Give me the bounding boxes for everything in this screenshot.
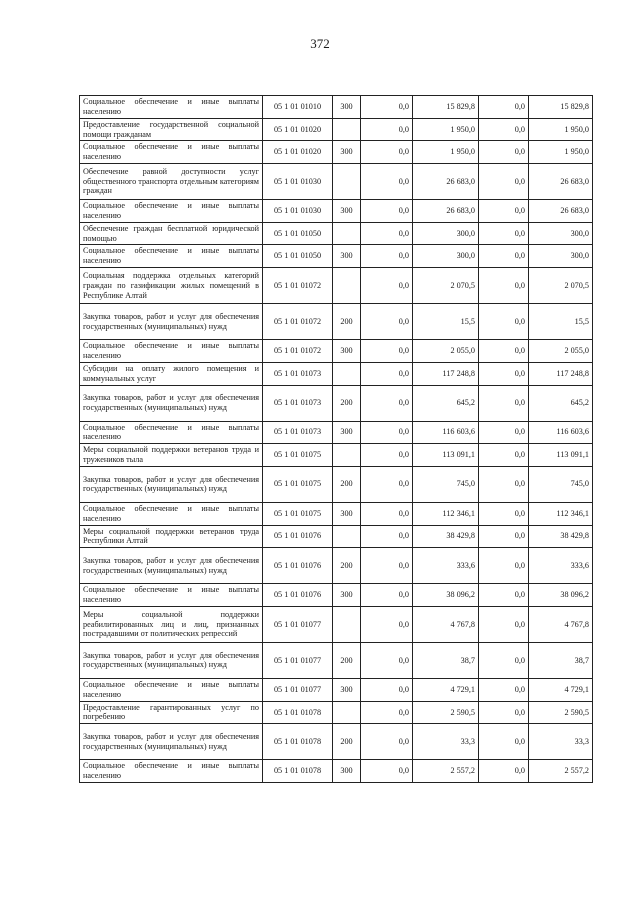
row-value-1-cell: 0,0 bbox=[361, 642, 413, 678]
row-name-cell: Социальное обеспечение и иные выплаты населению bbox=[80, 421, 263, 444]
row-name-cell: Закупка товаров, работ и услуг для обеспечения государственных (муниципальных) нужд bbox=[80, 642, 263, 678]
row-value-1-cell: 0,0 bbox=[361, 525, 413, 548]
row-value-3-cell: 0,0 bbox=[479, 362, 529, 385]
row-value-2-cell: 38 096,2 bbox=[413, 584, 479, 607]
row-value-2-cell: 2 557,2 bbox=[413, 760, 479, 783]
row-value-3-cell: 0,0 bbox=[479, 444, 529, 467]
row-value-1-cell: 0,0 bbox=[361, 548, 413, 584]
row-value-2-cell: 1 950,0 bbox=[413, 118, 479, 141]
row-name-cell: Социальное обеспечение и иные выплаты населению bbox=[80, 760, 263, 783]
row-value-4-cell: 38 429,8 bbox=[529, 525, 593, 548]
row-value-4-cell: 116 603,6 bbox=[529, 421, 593, 444]
row-expense-type-cell: 300 bbox=[333, 245, 361, 268]
row-value-2-cell: 117 248,8 bbox=[413, 362, 479, 385]
row-expense-type-cell bbox=[333, 525, 361, 548]
row-value-4-cell: 33,3 bbox=[529, 724, 593, 760]
row-expense-type-cell bbox=[333, 222, 361, 245]
row-value-1-cell: 0,0 bbox=[361, 606, 413, 642]
row-value-4-cell: 2 557,2 bbox=[529, 760, 593, 783]
row-value-1-cell: 0,0 bbox=[361, 502, 413, 525]
table-row bbox=[80, 444, 593, 467]
table-row bbox=[80, 268, 593, 304]
row-name-cell: Обеспечение граждан бесплатной юридической помощью bbox=[80, 222, 263, 245]
row-value-2-cell: 116 603,6 bbox=[413, 421, 479, 444]
row-code-cell: 05 1 01 01050 bbox=[263, 222, 333, 245]
row-code-cell: 05 1 01 01078 bbox=[263, 724, 333, 760]
row-code-cell: 05 1 01 01078 bbox=[263, 760, 333, 783]
row-name-cell: Социальное обеспечение и иные выплаты населению bbox=[80, 584, 263, 607]
row-value-2-cell: 300,0 bbox=[413, 222, 479, 245]
row-code-cell: 05 1 01 01076 bbox=[263, 584, 333, 607]
row-value-2-cell: 1 950,0 bbox=[413, 141, 479, 164]
row-value-2-cell: 2 590,5 bbox=[413, 701, 479, 724]
table-row bbox=[80, 200, 593, 223]
row-value-2-cell: 112 346,1 bbox=[413, 502, 479, 525]
row-value-1-cell: 0,0 bbox=[361, 584, 413, 607]
row-name-cell: Закупка товаров, работ и услуг для обеспечения государственных (муниципальных) нужд bbox=[80, 724, 263, 760]
row-expense-type-cell bbox=[333, 606, 361, 642]
table-row bbox=[80, 701, 593, 724]
row-value-4-cell: 38,7 bbox=[529, 642, 593, 678]
table-row bbox=[80, 141, 593, 164]
row-name-cell: Меры социальной поддержки ветеранов труда и тружеников тыла bbox=[80, 444, 263, 467]
row-value-1-cell: 0,0 bbox=[361, 724, 413, 760]
row-value-4-cell: 1 950,0 bbox=[529, 118, 593, 141]
row-value-3-cell: 0,0 bbox=[479, 701, 529, 724]
row-code-cell: 05 1 01 01030 bbox=[263, 200, 333, 223]
row-value-4-cell: 113 091,1 bbox=[529, 444, 593, 467]
budget-table-body bbox=[80, 96, 593, 783]
row-expense-type-cell: 200 bbox=[333, 548, 361, 584]
row-value-4-cell: 2 055,0 bbox=[529, 340, 593, 363]
row-code-cell: 05 1 01 01072 bbox=[263, 268, 333, 304]
row-code-cell: 05 1 01 01075 bbox=[263, 444, 333, 467]
row-value-4-cell: 4 729,1 bbox=[529, 678, 593, 701]
row-value-3-cell: 0,0 bbox=[479, 584, 529, 607]
row-value-1-cell: 0,0 bbox=[361, 141, 413, 164]
row-value-1-cell: 0,0 bbox=[361, 466, 413, 502]
row-value-1-cell: 0,0 bbox=[361, 118, 413, 141]
table-row bbox=[80, 548, 593, 584]
table-row bbox=[80, 642, 593, 678]
row-code-cell: 05 1 01 01073 bbox=[263, 362, 333, 385]
row-name-cell: Обеспечение равной доступности услуг общественного транспорта отдельным категориям граждан bbox=[80, 164, 263, 200]
row-name-cell: Субсидии на оплату жилого помещения и коммунальных услуг bbox=[80, 362, 263, 385]
row-value-2-cell: 745,0 bbox=[413, 466, 479, 502]
row-value-3-cell: 0,0 bbox=[479, 502, 529, 525]
row-expense-type-cell: 300 bbox=[333, 141, 361, 164]
row-value-1-cell: 0,0 bbox=[361, 222, 413, 245]
row-value-2-cell: 333,6 bbox=[413, 548, 479, 584]
row-value-3-cell: 0,0 bbox=[479, 245, 529, 268]
row-value-1-cell: 0,0 bbox=[361, 268, 413, 304]
table-row bbox=[80, 164, 593, 200]
row-code-cell: 05 1 01 01020 bbox=[263, 141, 333, 164]
row-expense-type-cell bbox=[333, 701, 361, 724]
row-expense-type-cell bbox=[333, 164, 361, 200]
row-value-3-cell: 0,0 bbox=[479, 421, 529, 444]
row-name-cell: Закупка товаров, работ и услуг для обеспечения государственных (муниципальных) нужд bbox=[80, 304, 263, 340]
table-row bbox=[80, 760, 593, 783]
row-name-cell: Меры социальной поддержки реабилитированных лиц и лиц, признанных пострадавшими от политических репрессий bbox=[80, 606, 263, 642]
row-value-1-cell: 0,0 bbox=[361, 444, 413, 467]
row-name-cell: Меры социальной поддержки ветеранов труда Республики Алтай bbox=[80, 525, 263, 548]
row-value-4-cell: 645,2 bbox=[529, 385, 593, 421]
row-expense-type-cell: 200 bbox=[333, 385, 361, 421]
row-expense-type-cell bbox=[333, 444, 361, 467]
row-expense-type-cell: 300 bbox=[333, 96, 361, 119]
row-value-4-cell: 2 590,5 bbox=[529, 701, 593, 724]
row-code-cell: 05 1 01 01076 bbox=[263, 525, 333, 548]
row-code-cell: 05 1 01 01072 bbox=[263, 304, 333, 340]
row-code-cell: 05 1 01 01030 bbox=[263, 164, 333, 200]
row-code-cell: 05 1 01 01077 bbox=[263, 606, 333, 642]
row-value-3-cell: 0,0 bbox=[479, 606, 529, 642]
table-row bbox=[80, 96, 593, 119]
row-name-cell: Предоставление государственной социальной помощи гражданам bbox=[80, 118, 263, 141]
row-expense-type-cell: 200 bbox=[333, 304, 361, 340]
row-value-3-cell: 0,0 bbox=[479, 222, 529, 245]
row-value-1-cell: 0,0 bbox=[361, 385, 413, 421]
row-value-1-cell: 0,0 bbox=[361, 96, 413, 119]
row-value-4-cell: 2 070,5 bbox=[529, 268, 593, 304]
row-value-1-cell: 0,0 bbox=[361, 421, 413, 444]
row-expense-type-cell bbox=[333, 362, 361, 385]
row-value-2-cell: 26 683,0 bbox=[413, 200, 479, 223]
row-expense-type-cell: 200 bbox=[333, 642, 361, 678]
row-code-cell: 05 1 01 01075 bbox=[263, 466, 333, 502]
row-name-cell: Предоставление гарантированных услуг по погребению bbox=[80, 701, 263, 724]
table-row bbox=[80, 222, 593, 245]
row-expense-type-cell: 300 bbox=[333, 584, 361, 607]
row-code-cell: 05 1 01 01072 bbox=[263, 340, 333, 363]
row-value-3-cell: 0,0 bbox=[479, 141, 529, 164]
row-value-4-cell: 26 683,0 bbox=[529, 164, 593, 200]
table-row bbox=[80, 118, 593, 141]
row-value-3-cell: 0,0 bbox=[479, 678, 529, 701]
row-value-3-cell: 0,0 bbox=[479, 118, 529, 141]
row-value-1-cell: 0,0 bbox=[361, 340, 413, 363]
row-value-4-cell: 300,0 bbox=[529, 245, 593, 268]
row-value-3-cell: 0,0 bbox=[479, 466, 529, 502]
row-value-2-cell: 2 070,5 bbox=[413, 268, 479, 304]
row-value-3-cell: 0,0 bbox=[479, 96, 529, 119]
row-value-3-cell: 0,0 bbox=[479, 340, 529, 363]
row-code-cell: 05 1 01 01077 bbox=[263, 642, 333, 678]
table-row bbox=[80, 340, 593, 363]
row-value-2-cell: 113 091,1 bbox=[413, 444, 479, 467]
row-expense-type-cell: 200 bbox=[333, 724, 361, 760]
row-expense-type-cell: 300 bbox=[333, 760, 361, 783]
row-value-2-cell: 38 429,8 bbox=[413, 525, 479, 548]
row-value-4-cell: 38 096,2 bbox=[529, 584, 593, 607]
row-value-4-cell: 4 767,8 bbox=[529, 606, 593, 642]
row-name-cell: Закупка товаров, работ и услуг для обеспечения государственных (муниципальных) нужд bbox=[80, 385, 263, 421]
row-value-3-cell: 0,0 bbox=[479, 525, 529, 548]
row-value-1-cell: 0,0 bbox=[361, 701, 413, 724]
table-row bbox=[80, 385, 593, 421]
row-value-4-cell: 333,6 bbox=[529, 548, 593, 584]
row-value-1-cell: 0,0 bbox=[361, 304, 413, 340]
row-value-3-cell: 0,0 bbox=[479, 385, 529, 421]
row-value-1-cell: 0,0 bbox=[361, 760, 413, 783]
row-value-3-cell: 0,0 bbox=[479, 760, 529, 783]
row-expense-type-cell: 300 bbox=[333, 502, 361, 525]
row-expense-type-cell: 300 bbox=[333, 421, 361, 444]
row-code-cell: 05 1 01 01010 bbox=[263, 96, 333, 119]
table-row bbox=[80, 724, 593, 760]
row-code-cell: 05 1 01 01075 bbox=[263, 502, 333, 525]
row-name-cell: Закупка товаров, работ и услуг для обеспечения государственных (муниципальных) нужд bbox=[80, 548, 263, 584]
row-value-1-cell: 0,0 bbox=[361, 678, 413, 701]
row-value-3-cell: 0,0 bbox=[479, 724, 529, 760]
row-name-cell: Социальное обеспечение и иные выплаты населению bbox=[80, 200, 263, 223]
table-row bbox=[80, 421, 593, 444]
row-value-3-cell: 0,0 bbox=[479, 164, 529, 200]
row-value-2-cell: 33,3 bbox=[413, 724, 479, 760]
row-value-4-cell: 15,5 bbox=[529, 304, 593, 340]
row-name-cell: Социальное обеспечение и иные выплаты населению bbox=[80, 502, 263, 525]
budget-table bbox=[79, 95, 593, 783]
row-name-cell: Социальное обеспечение и иные выплаты населению bbox=[80, 141, 263, 164]
row-value-4-cell: 26 683,0 bbox=[529, 200, 593, 223]
row-value-2-cell: 645,2 bbox=[413, 385, 479, 421]
row-code-cell: 05 1 01 01076 bbox=[263, 548, 333, 584]
row-name-cell: Социальное обеспечение и иные выплаты населению bbox=[80, 340, 263, 363]
row-value-2-cell: 2 055,0 bbox=[413, 340, 479, 363]
row-value-4-cell: 117 248,8 bbox=[529, 362, 593, 385]
row-value-4-cell: 300,0 bbox=[529, 222, 593, 245]
row-value-4-cell: 112 346,1 bbox=[529, 502, 593, 525]
row-expense-type-cell: 200 bbox=[333, 466, 361, 502]
row-expense-type-cell: 300 bbox=[333, 678, 361, 701]
row-code-cell: 05 1 01 01077 bbox=[263, 678, 333, 701]
row-value-2-cell: 15,5 bbox=[413, 304, 479, 340]
row-value-3-cell: 0,0 bbox=[479, 642, 529, 678]
row-value-4-cell: 745,0 bbox=[529, 466, 593, 502]
row-value-3-cell: 0,0 bbox=[479, 200, 529, 223]
row-value-3-cell: 0,0 bbox=[479, 304, 529, 340]
row-value-2-cell: 38,7 bbox=[413, 642, 479, 678]
table-row bbox=[80, 245, 593, 268]
row-expense-type-cell: 300 bbox=[333, 340, 361, 363]
table-row bbox=[80, 525, 593, 548]
row-value-1-cell: 0,0 bbox=[361, 200, 413, 223]
row-code-cell: 05 1 01 01020 bbox=[263, 118, 333, 141]
row-value-1-cell: 0,0 bbox=[361, 245, 413, 268]
row-code-cell: 05 1 01 01073 bbox=[263, 421, 333, 444]
row-value-1-cell: 0,0 bbox=[361, 362, 413, 385]
row-name-cell: Социальная поддержка отдельных категорий граждан по газификации жилых помещений в Республике Алтай bbox=[80, 268, 263, 304]
row-name-cell: Социальное обеспечение и иные выплаты населению bbox=[80, 678, 263, 701]
row-code-cell: 05 1 01 01073 bbox=[263, 385, 333, 421]
row-value-4-cell: 15 829,8 bbox=[529, 96, 593, 119]
row-value-2-cell: 15 829,8 bbox=[413, 96, 479, 119]
table-row bbox=[80, 466, 593, 502]
table-row bbox=[80, 362, 593, 385]
page-number: 372 bbox=[310, 36, 330, 51]
row-name-cell: Закупка товаров, работ и услуг для обеспечения государственных (муниципальных) нужд bbox=[80, 466, 263, 502]
row-expense-type-cell bbox=[333, 268, 361, 304]
row-value-2-cell: 4 729,1 bbox=[413, 678, 479, 701]
row-value-1-cell: 0,0 bbox=[361, 164, 413, 200]
row-value-2-cell: 26 683,0 bbox=[413, 164, 479, 200]
row-value-3-cell: 0,0 bbox=[479, 548, 529, 584]
row-expense-type-cell bbox=[333, 118, 361, 141]
row-name-cell: Социальное обеспечение и иные выплаты населению bbox=[80, 245, 263, 268]
row-expense-type-cell: 300 bbox=[333, 200, 361, 223]
table-row bbox=[80, 606, 593, 642]
row-value-4-cell: 1 950,0 bbox=[529, 141, 593, 164]
row-code-cell: 05 1 01 01050 bbox=[263, 245, 333, 268]
row-value-3-cell: 0,0 bbox=[479, 268, 529, 304]
row-value-2-cell: 300,0 bbox=[413, 245, 479, 268]
table-row bbox=[80, 584, 593, 607]
table-row bbox=[80, 502, 593, 525]
row-value-2-cell: 4 767,8 bbox=[413, 606, 479, 642]
row-name-cell: Социальное обеспечение и иные выплаты населению bbox=[80, 96, 263, 119]
table-row bbox=[80, 678, 593, 701]
table-row bbox=[80, 304, 593, 340]
row-code-cell: 05 1 01 01078 bbox=[263, 701, 333, 724]
